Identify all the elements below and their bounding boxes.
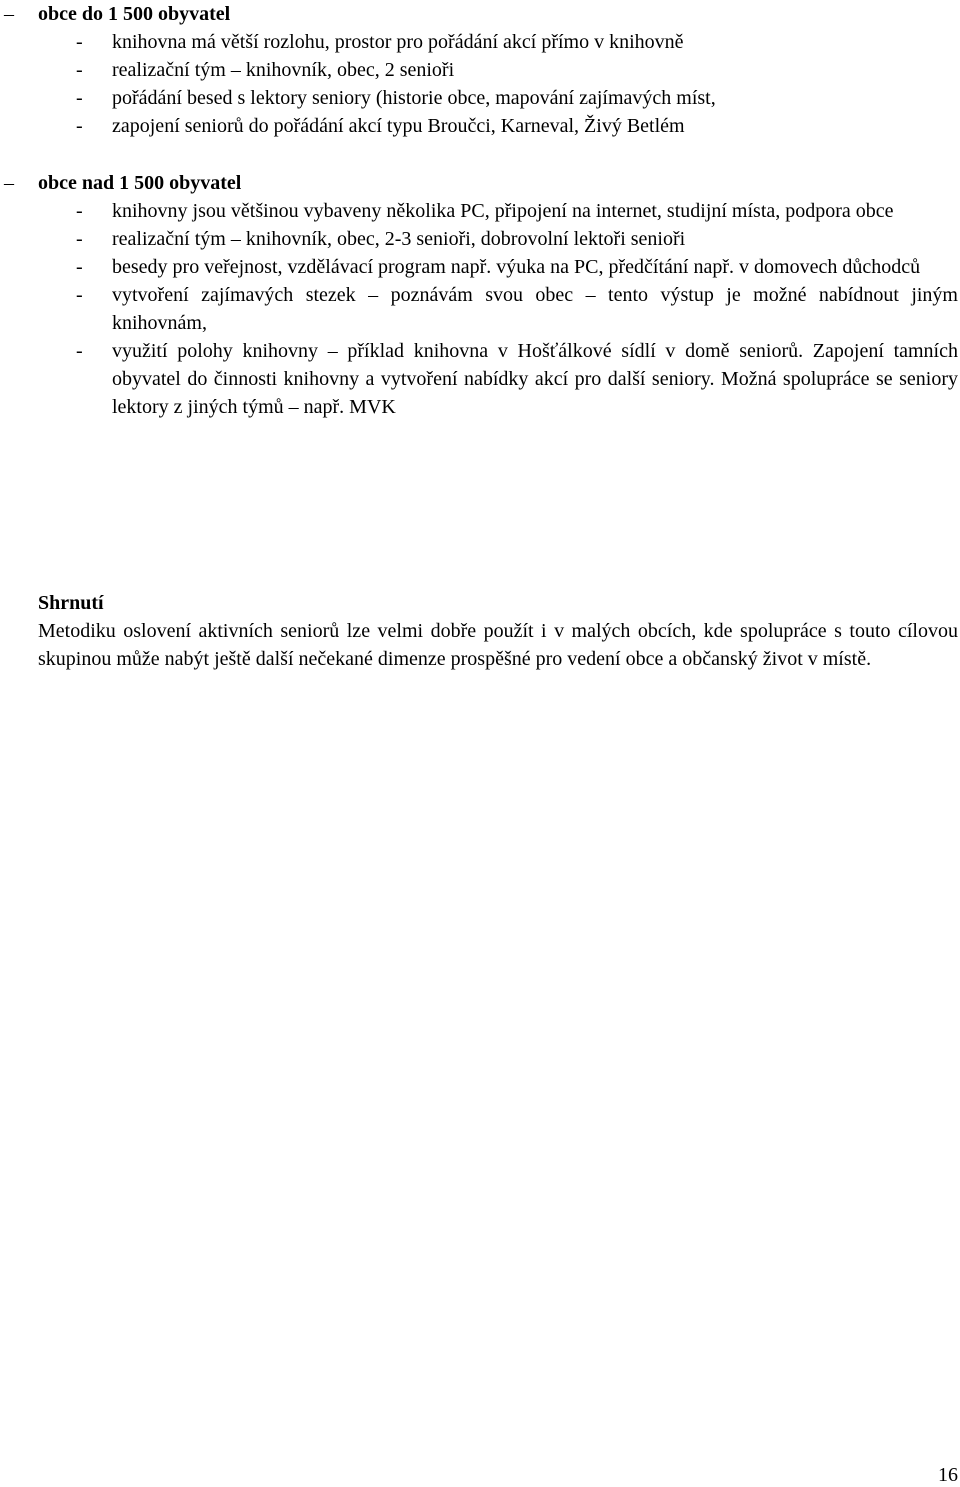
list-item	[0, 253, 960, 281]
section-item-list	[0, 197, 960, 421]
item-text: využití polohy knihovny – příklad knihovna v Hošťálkové sídlí v domě seniorů. Zapojení tamních obyvatel do činnosti knihovny a vytvoření nabídky akcí pro další seniory. Možná spolupráce se seniory lektory z jiných týmů – např. MVK	[112, 340, 958, 418]
item-dash: -	[76, 115, 83, 137]
summary-section	[38, 589, 958, 673]
list-item	[0, 225, 960, 253]
item-text: besedy pro veřejnost, vzdělávací program např. výuka na PC, předčítání např. v domovech důchodců	[112, 256, 921, 278]
section-title: obce nad 1 500 obyvatel	[38, 172, 242, 194]
item-dash: -	[76, 284, 83, 306]
section-heading	[0, 169, 960, 197]
section-title: obce do 1 500 obyvatel	[38, 3, 231, 25]
section-small-municipalities	[0, 0, 960, 140]
list-item	[0, 337, 960, 421]
summary-title: Shrnutí	[38, 592, 104, 614]
item-dash: -	[76, 340, 83, 362]
item-text: knihovna má větší rozlohu, prostor pro pořádání akcí přímo v knihovně	[112, 31, 684, 53]
list-item	[0, 197, 960, 225]
item-dash: -	[76, 256, 83, 278]
item-dash: -	[76, 59, 83, 81]
list-item	[0, 112, 960, 140]
item-text: realizační tým – knihovník, obec, 2 senioři	[112, 59, 455, 81]
page-number: 16	[938, 1464, 958, 1486]
item-text: realizační tým – knihovník, obec, 2-3 senioři, dobrovolní lektoři senioři	[112, 228, 686, 250]
list-item	[0, 281, 960, 337]
section-heading	[0, 0, 960, 28]
item-dash: -	[76, 200, 83, 222]
item-text: knihovny jsou většinou vybaveny několika PC, připojení na internet, studijní místa, podpora obce	[112, 200, 894, 222]
section-dash: –	[4, 3, 14, 25]
item-text: vytvoření zajímavých stezek – poznávám svou obec – tento výstup je možné nabídnout jiným knihovnám,	[112, 284, 958, 334]
list-item	[0, 84, 960, 112]
section-dash: –	[4, 172, 14, 194]
item-dash: -	[76, 31, 83, 53]
item-text: pořádání besed s lektory seniory (historie obce, mapování zajímavých míst,	[112, 87, 716, 109]
list-item	[0, 56, 960, 84]
section-large-municipalities	[0, 169, 960, 421]
list-item	[0, 28, 960, 56]
item-text: zapojení seniorů do pořádání akcí typu Broučci, Karneval, Živý Betlém	[112, 115, 685, 137]
summary-text: Metodiku oslovení aktivních seniorů lze velmi dobře použít i v malých obcích, kde spolupráce s touto cílovou skupinou může nabýt ještě další nečekané dimenze prospěšné pro vedení obce a občanský život v místě.	[38, 620, 958, 670]
item-dash: -	[76, 87, 83, 109]
item-dash: -	[76, 228, 83, 250]
section-item-list	[0, 28, 960, 140]
